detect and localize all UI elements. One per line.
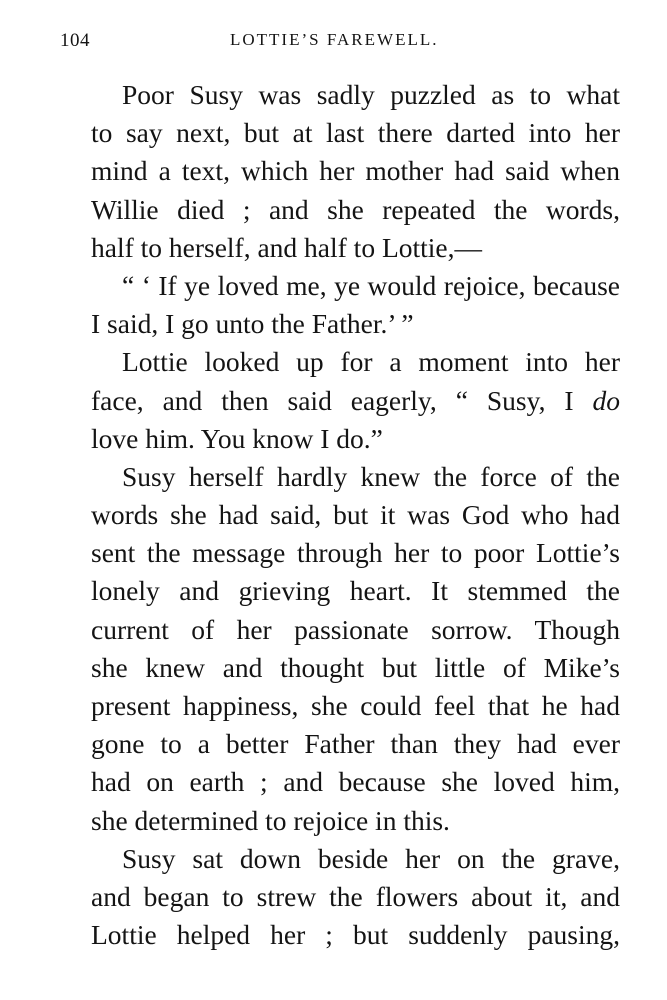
text-line: Susy sat down beside her on the grave, bbox=[122, 842, 620, 874]
text-line: and began to strew the flowers about it, and bbox=[91, 880, 620, 912]
text-line: current of her passionate sorrow. Though bbox=[91, 613, 620, 645]
paragraph-4 bbox=[60, 458, 620, 840]
text-line: Poor Susy was sadly puzzled as to what bbox=[122, 79, 620, 110]
text-line: Susy herself hardly knew the force of the bbox=[122, 460, 620, 492]
paragraph-2 bbox=[60, 267, 620, 343]
body-text bbox=[60, 76, 620, 954]
text-line: Lottie helped her ; but suddenly pausing, bbox=[91, 919, 620, 951]
text-line: mind a text, which her mother had said when bbox=[91, 155, 620, 187]
text-line: I said, I go unto the Father.’ ” bbox=[91, 308, 414, 340]
text-line: she determined to rejoice in this. bbox=[91, 804, 450, 836]
page-number: 104 bbox=[60, 30, 90, 51]
text-line: words she had said, but it was God who had bbox=[91, 499, 620, 531]
paragraph-3 bbox=[60, 343, 620, 458]
text-line: had on earth ; and because she loved him, bbox=[91, 766, 620, 798]
text-line-with-italic bbox=[60, 382, 620, 420]
page-header bbox=[60, 30, 620, 54]
text-line: sent the message through her to poor Lottie’s bbox=[91, 537, 620, 569]
text-line: lonely and grieving heart. It stemmed the bbox=[91, 575, 620, 607]
text-line: half to herself, and half to Lottie,— bbox=[91, 231, 482, 263]
running-title: LOTTIE’S FAREWELL. bbox=[230, 30, 439, 49]
text-line-part: face, and then said eagerly, “ Susy, I bbox=[91, 384, 574, 416]
paragraph-1 bbox=[60, 76, 620, 267]
text-line: love him. You know I do.” bbox=[91, 422, 383, 454]
text-line: Willie died ; and she repeated the words, bbox=[91, 193, 620, 225]
text-line: gone to a better Father than they had ever bbox=[91, 728, 620, 760]
text-line: present happiness, she could feel that he had bbox=[91, 690, 620, 721]
text-line: Lottie looked up for a moment into her bbox=[122, 346, 620, 378]
text-line: “ ‘ If ye loved me, ye would rejoice, because bbox=[122, 269, 620, 301]
text-line: to say next, but at last there darted into her bbox=[91, 117, 620, 149]
paragraph-5 bbox=[60, 840, 620, 955]
text-line: she knew and thought but little of Mike’s bbox=[91, 651, 620, 683]
italic-emphasis: do bbox=[592, 384, 620, 416]
